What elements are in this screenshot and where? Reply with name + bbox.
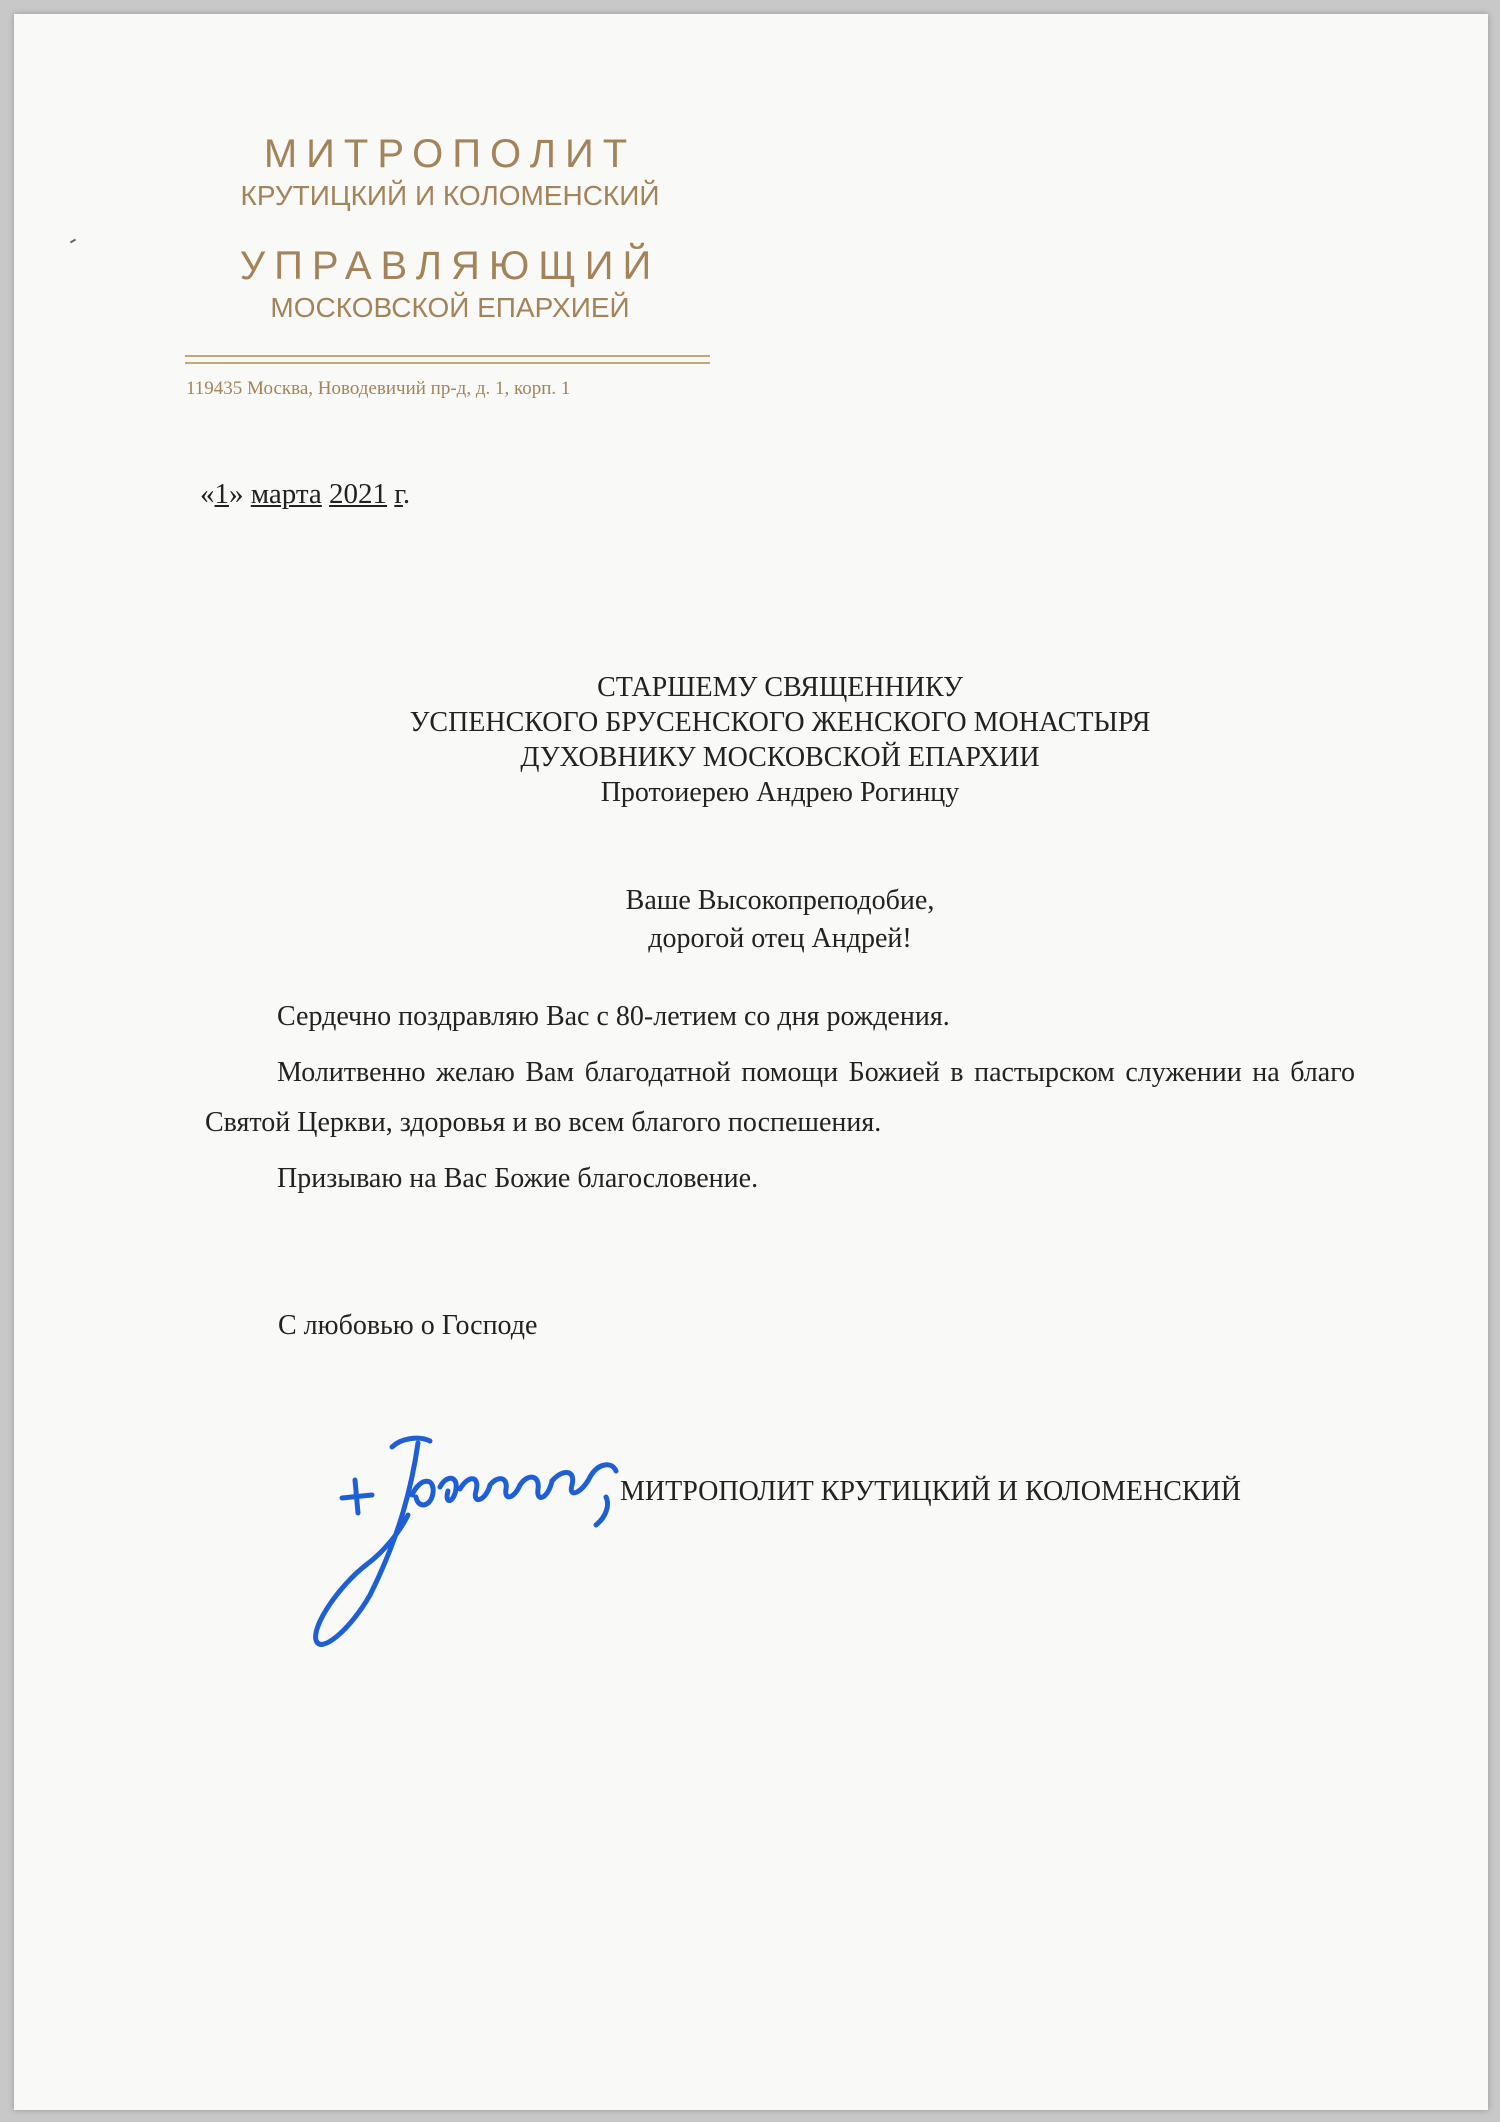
addressee-block [200,670,1360,810]
letterhead [185,130,715,326]
date-day: 1 [214,478,229,510]
letterhead-divider [185,355,710,364]
date-close-quote: » [229,478,244,510]
date-period: . [402,478,411,510]
closing-phrase: С любовью о Господе [278,1310,538,1341]
handwritten-signature [300,1425,630,1685]
letter-body [205,992,1355,1210]
addressee-name: Протоиерею Андрею Рогинцу [600,777,960,808]
date-open-quote: « [200,478,215,510]
body-paragraph-2: Молитвенно желаю Вам благодатной помощи Божией в пастырском служении на благо Святой Церкви, здоровья и во всем благого поспешения. [205,1057,1355,1138]
salutation-line-1: Ваше Высокопреподобие, [625,885,935,916]
letterhead-title-administrator: УПРАВЛЯЮЩИЙ [239,244,661,288]
addressee-line-2: УСПЕНСКОГО БРУСЕНСКОГО ЖЕНСКОГО МОНАСТЫРЯ [409,707,1151,738]
letter-date [200,478,410,511]
date-suffix: г [394,478,403,510]
body-paragraph-1: Сердечно поздравляю Вас с 80-летием со дня рождения. [277,1001,950,1032]
salutation-line-2: дорогой отец Андрей! [648,923,912,954]
letterhead-title-metropolitan: МИТРОПОЛИТ [263,132,637,176]
addressee-line-3: ДУХОВНИКУ МОСКОВСКОЙ ЕПАРХИИ [520,742,1040,773]
signatory-title: МИТРОПОЛИТ КРУТИЦКИЙ И КОЛОМЕНСКИЙ [620,1476,1242,1507]
salutation-block [200,882,1360,958]
addressee-line-1: СТАРШЕМУ СВЯЩЕННИКУ [597,672,963,703]
date-month: марта [250,478,322,510]
letterhead-subtitle-krutitsy: КРУТИЦКИЙ И КОЛОМЕНСКИЙ [240,180,660,211]
date-year: 2021 [329,478,388,510]
letterhead-address: 119435 Москва, Новодевичий пр-д, д. 1, корп. 1 [186,378,571,399]
body-paragraph-3: Призываю на Вас Божие благословение. [277,1163,759,1194]
letterhead-subtitle-diocese: МОСКОВСКОЙ ЕПАРХИЕЙ [270,292,630,323]
